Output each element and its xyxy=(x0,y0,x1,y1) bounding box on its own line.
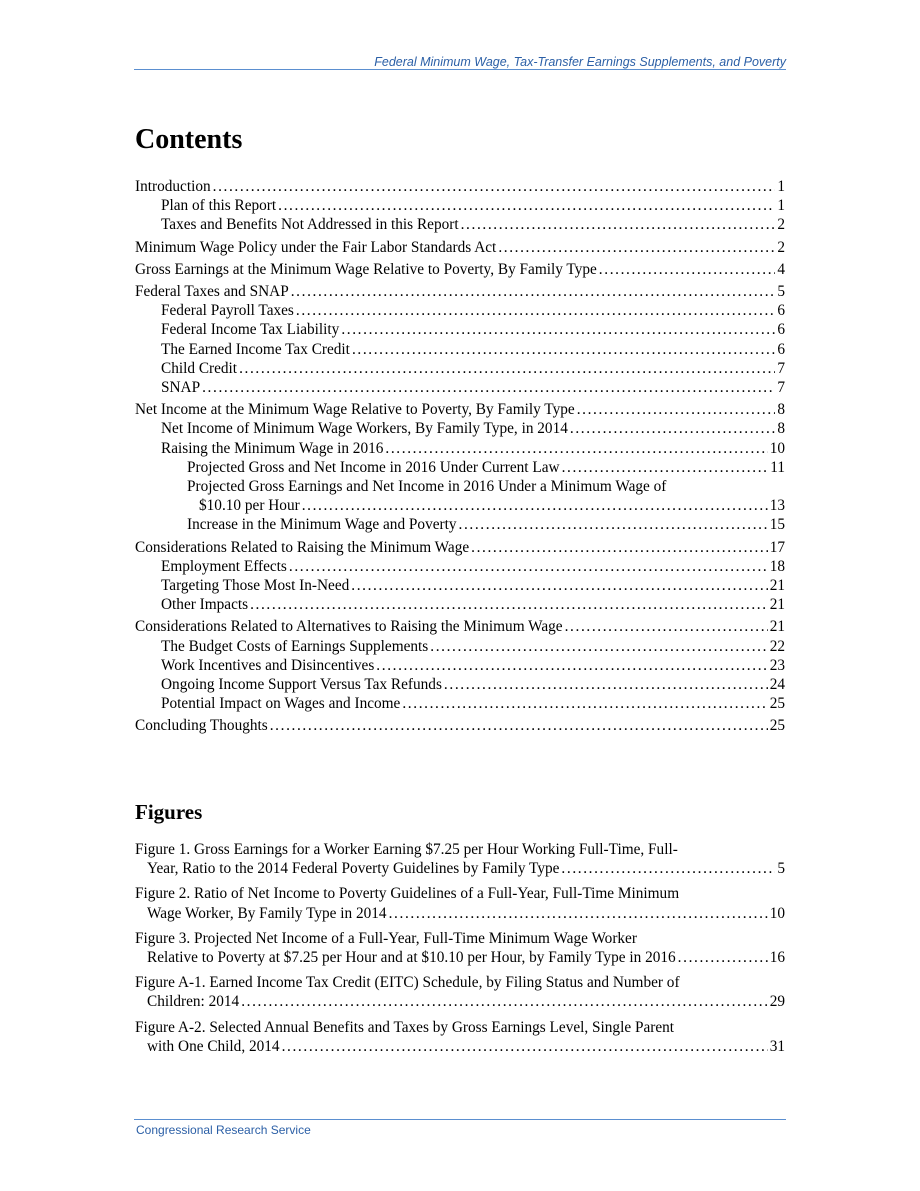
toc-entry-title: The Budget Costs of Earnings Supplements xyxy=(161,637,429,655)
dot-leader xyxy=(471,538,768,557)
toc-page-number: 25 xyxy=(769,695,785,713)
toc-entry-title: Projected Gross Earnings and Net Income in 2016 Under a Minimum Wage of xyxy=(187,478,667,496)
figure-title-cont: with One Child, 2014 xyxy=(147,1037,280,1055)
dot-leader xyxy=(570,419,775,438)
dot-leader xyxy=(402,694,767,713)
toc-entry-title: Federal Taxes and SNAP xyxy=(135,283,289,301)
toc-page-number: 8 xyxy=(777,401,785,419)
toc-page-number: 24 xyxy=(769,676,785,694)
figure-page-number: 31 xyxy=(769,1037,785,1055)
toc-page-number: 11 xyxy=(770,458,785,476)
figure-title-cont: Relative to Poverty at $7.25 per Hour and at $10.10 per Hour, by Family Type in 2016 xyxy=(147,949,676,967)
toc-entry[interactable] xyxy=(135,238,785,257)
figure-page-number: 5 xyxy=(777,860,785,878)
toc-entry[interactable] xyxy=(135,320,785,339)
toc-entry-line xyxy=(187,458,785,477)
toc-page-number: 8 xyxy=(777,420,785,438)
dot-leader xyxy=(202,378,775,397)
toc-entry-line xyxy=(161,196,785,215)
figure-entry[interactable] xyxy=(135,929,785,967)
dot-leader xyxy=(565,617,768,636)
figure-entry-line xyxy=(135,948,785,967)
toc-page-number: 15 xyxy=(769,516,785,534)
dot-leader xyxy=(291,282,776,301)
dot-leader xyxy=(444,675,768,694)
toc-entry[interactable] xyxy=(135,617,785,636)
figure-entry[interactable] xyxy=(135,884,785,922)
toc-entry[interactable] xyxy=(135,477,785,515)
figure-entry-line xyxy=(135,859,785,878)
toc-entry[interactable] xyxy=(135,177,785,196)
figure-entry-line xyxy=(135,904,785,923)
dot-leader xyxy=(385,439,767,458)
toc-entry-title: Considerations Related to Raising the Minimum Wage xyxy=(135,538,470,556)
toc-page-number: 23 xyxy=(769,656,785,674)
figure-title: Figure A-1. Earned Income Tax Credit (EITC) Schedule, by Filing Status and Number of xyxy=(135,974,680,992)
list-of-figures xyxy=(135,840,785,1062)
figure-entry[interactable] xyxy=(135,1018,785,1056)
toc-entry[interactable] xyxy=(135,576,785,595)
toc-page-number: 21 xyxy=(769,577,785,595)
dot-leader xyxy=(352,340,775,359)
toc-entry-line xyxy=(135,538,785,557)
toc-entry-line xyxy=(135,260,785,279)
toc-entry[interactable] xyxy=(135,378,785,397)
toc-page-number: 13 xyxy=(769,497,785,515)
figure-entry-line xyxy=(135,992,785,1011)
toc-entry[interactable] xyxy=(135,716,785,735)
toc-entry-line xyxy=(161,215,785,234)
toc-entry[interactable] xyxy=(135,694,785,713)
figure-title: Figure 3. Projected Net Income of a Full-Year, Full-Time Minimum Wage Worker xyxy=(135,929,637,947)
toc-entry[interactable] xyxy=(135,595,785,614)
toc-page-number: 18 xyxy=(769,557,785,575)
toc-entry[interactable] xyxy=(135,419,785,438)
toc-page-number: 6 xyxy=(777,340,785,358)
toc-entry[interactable] xyxy=(135,538,785,557)
running-head: Federal Minimum Wage, Tax-Transfer Earnings Supplements, and Poverty xyxy=(374,55,786,69)
figure-page-number: 10 xyxy=(769,904,785,922)
dot-leader xyxy=(270,716,768,735)
toc-page-number: 22 xyxy=(769,637,785,655)
figure-title: Figure 1. Gross Earnings for a Worker Earning $7.25 per Hour Working Full-Time, Full- xyxy=(135,841,678,858)
dot-leader xyxy=(562,458,769,477)
figure-page-number: 29 xyxy=(769,993,785,1011)
dot-leader xyxy=(282,1037,768,1056)
toc-entry[interactable] xyxy=(135,196,785,215)
toc-entry-title: Raising the Minimum Wage in 2016 xyxy=(161,439,384,457)
toc-entry-line xyxy=(135,238,785,257)
toc-page-number: 1 xyxy=(777,178,785,195)
toc-entry-title: Considerations Related to Alternatives to Raising the Minimum Wage xyxy=(135,618,563,636)
toc-entry-title: Potential Impact on Wages and Income xyxy=(161,695,401,713)
toc-entry-line xyxy=(161,419,785,438)
toc-entry-line xyxy=(161,694,785,713)
dot-leader xyxy=(498,238,775,257)
toc-page-number: 21 xyxy=(769,618,785,636)
toc-entry-line xyxy=(135,400,785,419)
toc-entry-title: Concluding Thoughts xyxy=(135,717,268,735)
toc-entry-line xyxy=(161,359,785,378)
toc-page-number: 4 xyxy=(777,260,785,278)
toc-page-number: 6 xyxy=(777,321,785,339)
toc-entry[interactable] xyxy=(135,458,785,477)
dot-leader xyxy=(239,359,775,378)
toc-entry-title: Increase in the Minimum Wage and Poverty xyxy=(187,516,457,534)
dot-leader xyxy=(278,196,775,215)
toc-entry[interactable] xyxy=(135,439,785,458)
toc-entry-title: Introduction xyxy=(135,178,211,195)
toc-page-number: 5 xyxy=(777,283,785,301)
toc-entry-title: The Earned Income Tax Credit xyxy=(161,340,350,358)
toc-entry-title: Federal Payroll Taxes xyxy=(161,302,294,320)
dot-leader xyxy=(296,301,775,320)
toc-entry[interactable] xyxy=(135,359,785,378)
dot-leader xyxy=(250,595,768,614)
toc-entry[interactable] xyxy=(135,215,785,234)
toc-page-number: 7 xyxy=(777,359,785,377)
toc-entry[interactable] xyxy=(135,282,785,301)
toc-entry-line xyxy=(135,716,785,735)
figure-title: Figure 2. Ratio of Net Income to Poverty Guidelines of a Full-Year, Full-Time Minimum xyxy=(135,885,680,903)
toc-entry-title: Taxes and Benefits Not Addressed in this Report xyxy=(161,216,459,234)
figure-title: Figure A-2. Selected Annual Benefits and Taxes by Gross Earnings Level, Single Parent xyxy=(135,1018,675,1036)
toc-entry-line xyxy=(187,515,785,534)
dot-leader xyxy=(461,215,776,234)
toc-entry-line xyxy=(161,576,785,595)
toc-page-number: 6 xyxy=(777,302,785,320)
toc-entry-title: Other Impacts xyxy=(161,596,249,614)
dot-leader xyxy=(459,515,768,534)
toc-entry-title: Projected Gross and Net Income in 2016 Under Current Law xyxy=(187,458,560,476)
toc-entry-line xyxy=(135,282,785,301)
dot-leader xyxy=(430,637,767,656)
contents-title: Contents xyxy=(135,124,243,155)
toc-entry-title: Employment Effects xyxy=(161,557,287,575)
dot-leader xyxy=(241,992,768,1011)
table-of-contents xyxy=(135,177,785,736)
toc-entry-line xyxy=(161,439,785,458)
toc-entry-title: Gross Earnings at the Minimum Wage Relative to Poverty, By Family Type xyxy=(135,260,597,278)
toc-page-number: 2 xyxy=(777,216,785,234)
footer-text: Congressional Research Service xyxy=(136,1123,311,1137)
toc-entry-line xyxy=(161,656,785,675)
toc-entry-line xyxy=(161,637,785,656)
toc-page-number: 7 xyxy=(777,379,785,397)
figures-title: Figures xyxy=(135,800,203,824)
toc-entry-line xyxy=(135,177,785,196)
dot-leader xyxy=(577,400,776,419)
figure-title-cont: Children: 2014 xyxy=(147,993,240,1011)
toc-entry-title: Net Income at the Minimum Wage Relative to Poverty, By Family Type xyxy=(135,401,575,419)
toc-page-number: 21 xyxy=(769,596,785,614)
toc-page-number: 1 xyxy=(777,197,785,215)
toc-entry-line xyxy=(135,617,785,636)
toc-entry-title: Work Incentives and Disincentives xyxy=(161,656,375,674)
toc-entry[interactable] xyxy=(135,400,785,419)
dot-leader xyxy=(351,576,767,595)
toc-entry-title: Federal Income Tax Liability xyxy=(161,321,340,339)
toc-page-number: 2 xyxy=(777,238,785,256)
dot-leader xyxy=(302,496,768,515)
toc-page-number: 25 xyxy=(769,717,785,735)
toc-entry-line xyxy=(161,340,785,359)
dot-leader xyxy=(561,859,775,878)
figure-entry[interactable] xyxy=(135,973,785,1011)
toc-entry[interactable] xyxy=(135,637,785,656)
dot-leader xyxy=(213,177,776,196)
dot-leader xyxy=(289,557,768,576)
toc-entry-line xyxy=(161,320,785,339)
toc-entry[interactable] xyxy=(135,557,785,576)
dot-leader xyxy=(599,260,776,279)
toc-entry-title: Ongoing Income Support Versus Tax Refunds xyxy=(161,676,442,694)
toc-entry-title: Targeting Those Most In-Need xyxy=(161,577,350,595)
dot-leader xyxy=(376,656,767,675)
figure-entry[interactable] xyxy=(135,840,785,878)
toc-entry-title: SNAP xyxy=(161,379,201,397)
toc-entry-title: Net Income of Minimum Wage Workers, By Family Type, in 2014 xyxy=(161,420,568,438)
dot-leader xyxy=(341,320,775,339)
header-rule xyxy=(134,69,786,70)
toc-entry-title: Plan of this Report xyxy=(161,197,277,215)
figure-title-cont: Year, Ratio to the 2014 Federal Poverty Guidelines by Family Type xyxy=(147,860,560,878)
toc-entry-title: Child Credit xyxy=(161,359,238,377)
toc-entry[interactable] xyxy=(135,260,785,279)
footer-rule xyxy=(134,1119,786,1120)
figure-page-number: 16 xyxy=(769,949,785,967)
dot-leader xyxy=(389,904,768,923)
toc-entry-line xyxy=(161,378,785,397)
figure-entry-line xyxy=(135,1037,785,1056)
toc-entry[interactable] xyxy=(135,340,785,359)
toc-entry-title-cont: $10.10 per Hour xyxy=(199,497,300,515)
toc-entry-line xyxy=(161,675,785,694)
toc-entry-title: Minimum Wage Policy under the Fair Labor Standards Act xyxy=(135,238,497,256)
toc-page-number: 17 xyxy=(769,538,785,556)
toc-entry-line xyxy=(161,557,785,576)
toc-entry[interactable] xyxy=(135,515,785,534)
dot-leader xyxy=(678,948,768,967)
toc-entry-line xyxy=(161,595,785,614)
toc-entry[interactable] xyxy=(135,656,785,675)
toc-entry-line xyxy=(187,496,785,515)
toc-page-number: 10 xyxy=(769,439,785,457)
toc-entry[interactable] xyxy=(135,301,785,320)
toc-entry[interactable] xyxy=(135,675,785,694)
figure-title-cont: Wage Worker, By Family Type in 2014 xyxy=(147,904,387,922)
toc-entry-line xyxy=(161,301,785,320)
